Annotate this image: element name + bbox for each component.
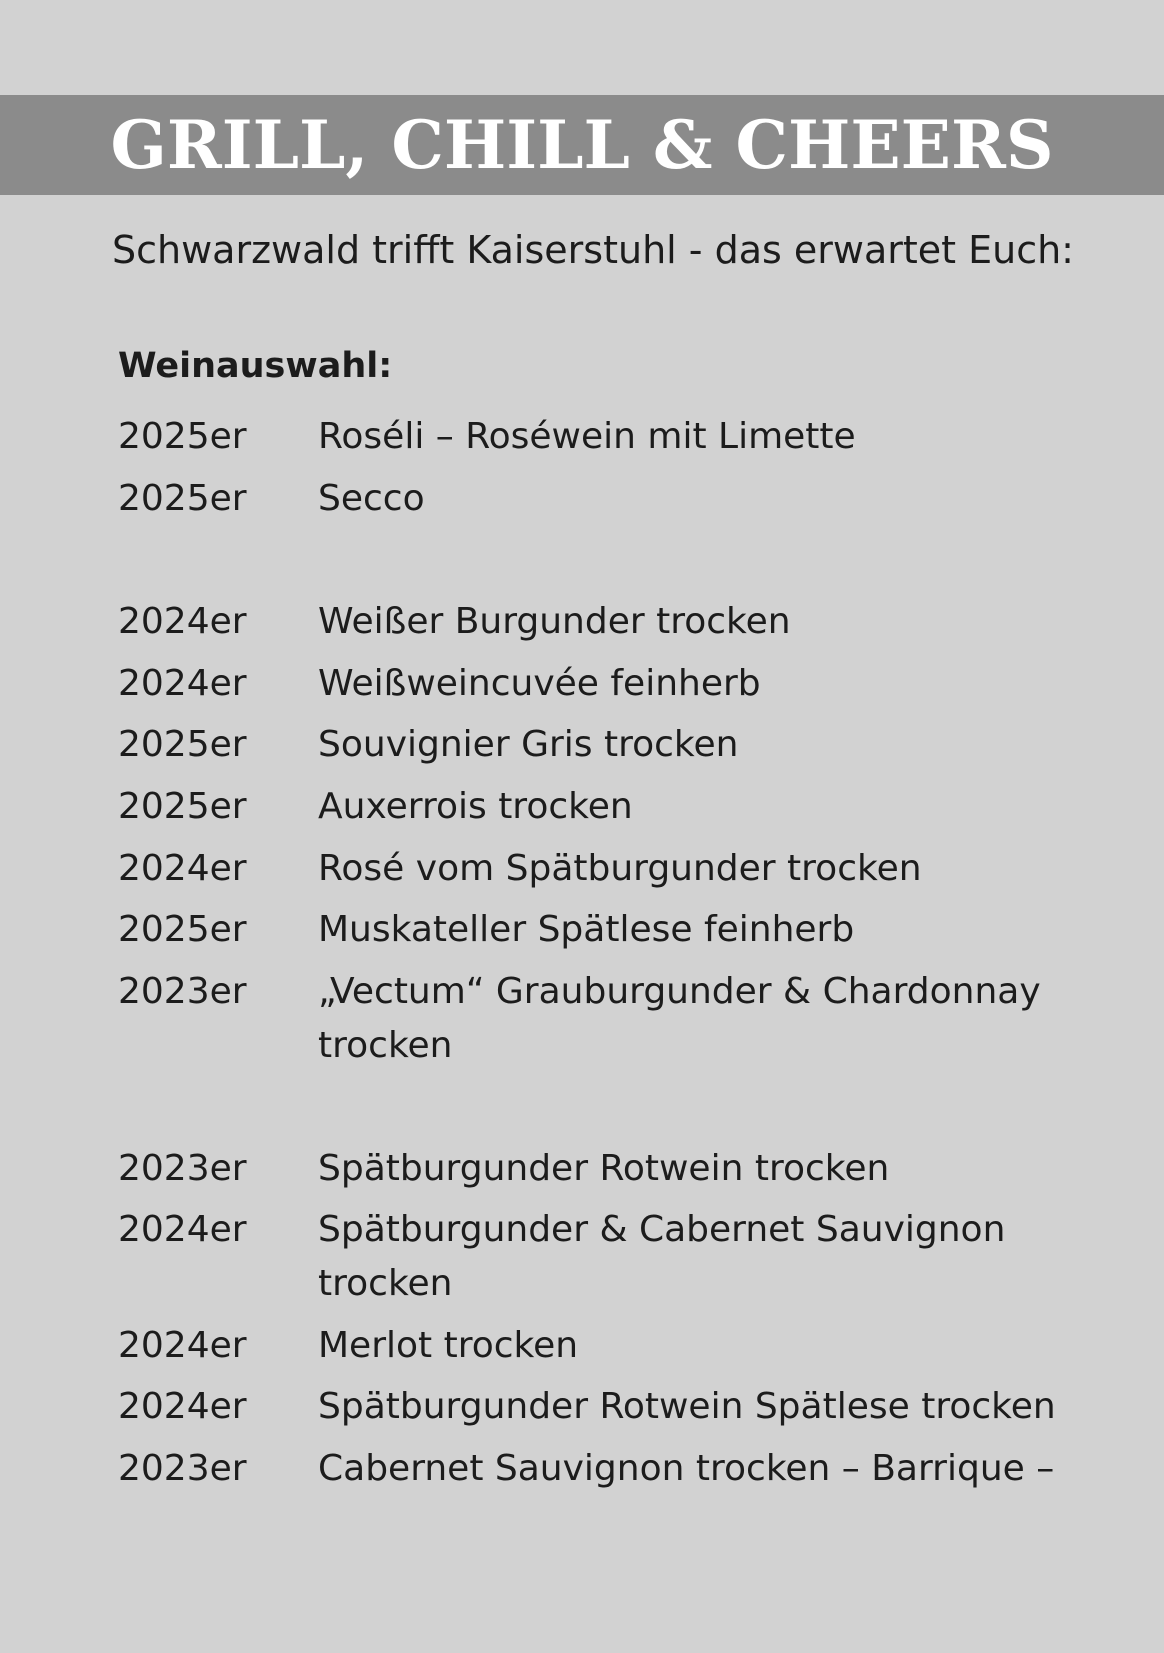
wine-year: 2023er bbox=[118, 971, 247, 1012]
wine-year: 2025er bbox=[118, 724, 247, 765]
wine-name: Weißweincuvée feinherb bbox=[318, 663, 761, 704]
wine-name: Weißer Burgunder trocken bbox=[318, 601, 791, 642]
wine-name: Merlot trocken bbox=[318, 1325, 579, 1366]
wine-year: 2025er bbox=[118, 909, 247, 950]
wine-name: „Vectum“ Grauburgunder & Chardonnay trocken bbox=[318, 971, 1041, 1066]
section-label-wine-selection: Weinauswahl: bbox=[118, 346, 393, 386]
wine-name: Secco bbox=[318, 478, 425, 519]
wine-name: Roséli – Roséwein mit Limette bbox=[318, 416, 856, 457]
wine-name: Spätburgunder Rotwein Spätlese trocken bbox=[318, 1386, 1056, 1427]
wine-name: Muskateller Spätlese feinherb bbox=[318, 909, 855, 950]
wine-year: 2024er bbox=[118, 1209, 247, 1250]
subtitle: Schwarzwald trifft Kaiserstuhl - das erwartet Euch: bbox=[112, 228, 1074, 272]
wine-name: Souvignier Gris trocken bbox=[318, 724, 739, 765]
wine-year: 2025er bbox=[118, 478, 247, 519]
wine-name: Rosé vom Spätburgunder trocken bbox=[318, 848, 922, 889]
wine-year: 2024er bbox=[118, 601, 247, 642]
wine-year: 2024er bbox=[118, 1386, 247, 1427]
wine-year: 2024er bbox=[118, 663, 247, 704]
wine-year: 2025er bbox=[118, 416, 247, 457]
wine-year: 2024er bbox=[118, 848, 247, 889]
wine-year: 2025er bbox=[118, 786, 247, 827]
wine-year: 2023er bbox=[118, 1148, 247, 1189]
title-banner bbox=[0, 95, 1164, 195]
wine-name: Cabernet Sauvignon trocken – Barrique – bbox=[318, 1448, 1055, 1489]
page-title: GRILL, CHILL & CHEERS bbox=[110, 106, 1054, 184]
wine-name: Spätburgunder & Cabernet Sauvignon trocken bbox=[318, 1209, 1006, 1304]
wine-year: 2023er bbox=[118, 1448, 247, 1489]
wine-name: Spätburgunder Rotwein trocken bbox=[318, 1148, 890, 1189]
wine-name: Auxerrois trocken bbox=[318, 786, 633, 827]
wine-year: 2024er bbox=[118, 1325, 247, 1366]
